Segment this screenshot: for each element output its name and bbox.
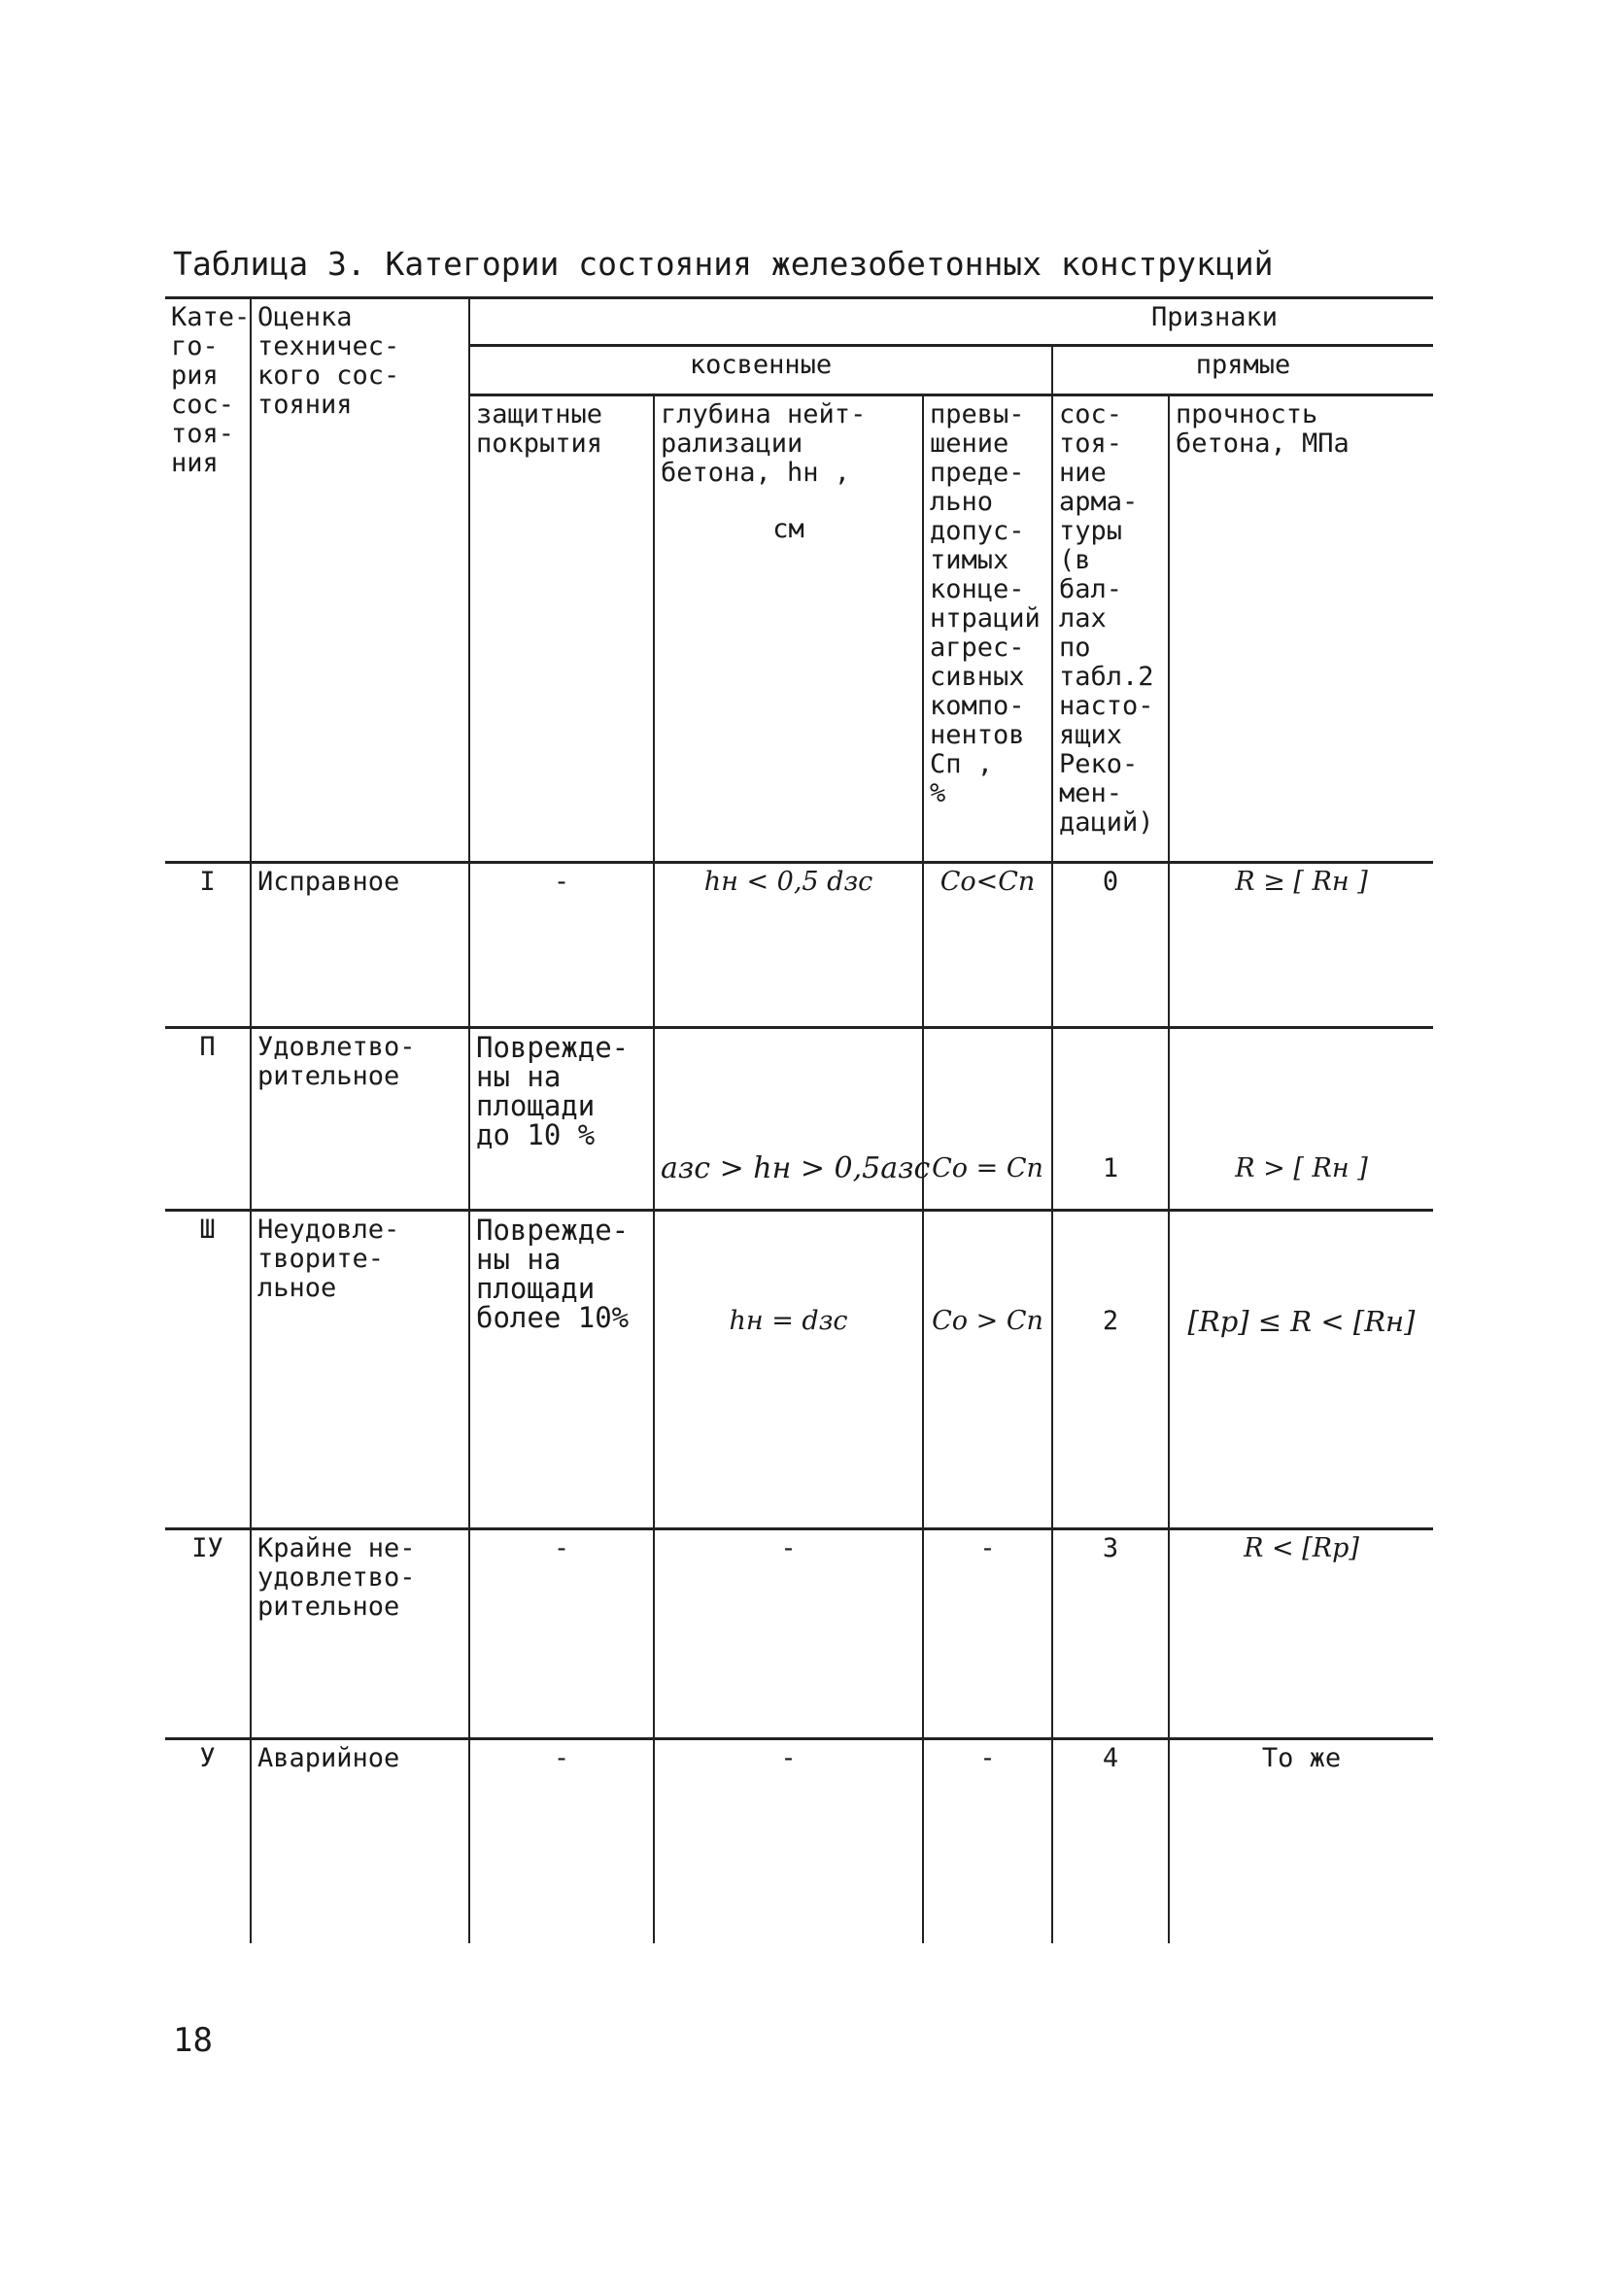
row-reinforcement: 3 xyxy=(1052,1529,1169,1739)
row-strength: R ≥ [ Rн ] xyxy=(1169,863,1433,1028)
row-assessment: Удовлетво- рительное xyxy=(251,1028,469,1211)
row-reinforcement: 0 xyxy=(1052,863,1169,1028)
header-signs: Признаки xyxy=(469,298,1433,346)
table-title: Таблица 3. Категории состояния железобетонных конструкций xyxy=(173,245,1274,283)
header-excess: превы- шение преде- льно допус- тимых конце- нтраций агрес- сивных компо- нентов Сп , % xyxy=(923,395,1052,863)
header-protective: защитные покрытия xyxy=(469,395,654,863)
conditions-table xyxy=(165,296,1433,1943)
row-reinforcement: 4 xyxy=(1052,1739,1169,1943)
header-strength: прочность бетона, МПа xyxy=(1169,395,1433,863)
row-depth: aзс > hн > 0,5aзс xyxy=(654,1028,923,1211)
page-number: 18 xyxy=(173,2021,213,2060)
row-protective: - xyxy=(469,863,654,1028)
header-reinforcement: сос- тоя- ние арма- туры (в бал- лах по табл.2 насто- ящих Реко- мен- даций) xyxy=(1052,395,1169,863)
row-protective: Поврежде- ны на площади более 10% xyxy=(469,1211,654,1529)
header-assessment: Оценка техничес- кого сос- тояния xyxy=(251,298,469,863)
row-reinforcement: 2 xyxy=(1052,1211,1169,1529)
header-depth: глубина нейт- рализации бетона, hн , xyxy=(661,399,867,488)
row-strength: [Rр] ≤ R < [Rн] xyxy=(1169,1211,1433,1529)
row-strength: R > [ Rн ] xyxy=(1169,1028,1433,1211)
row-assessment: Неудовле- творите- льное xyxy=(251,1211,469,1529)
row-depth: hн < 0,5 dзс xyxy=(654,863,923,1028)
table-row xyxy=(165,1529,1433,1739)
header-depth-cell xyxy=(654,395,923,863)
table-row xyxy=(165,1028,1433,1211)
row-excess: Cо > Cп xyxy=(923,1211,1052,1529)
row-category: Ш xyxy=(165,1211,251,1529)
row-category: IУ xyxy=(165,1529,251,1739)
row-depth: - xyxy=(654,1739,923,1943)
row-assessment: Крайне не- удовлетво- рительное xyxy=(251,1529,469,1739)
row-assessment: Исправное xyxy=(251,863,469,1028)
row-protective: Поврежде- ны на площади до 10 % xyxy=(469,1028,654,1211)
row-excess: - xyxy=(923,1529,1052,1739)
row-excess: Cо = Cп xyxy=(923,1028,1052,1211)
row-protective: - xyxy=(469,1739,654,1943)
table-row xyxy=(165,863,1433,1028)
row-assessment: Аварийное xyxy=(251,1739,469,1943)
row-excess: Cо<Cп xyxy=(923,863,1052,1028)
row-depth: - xyxy=(654,1529,923,1739)
row-category: У xyxy=(165,1739,251,1943)
row-category: I xyxy=(165,863,251,1028)
header-row-1 xyxy=(165,298,1433,346)
table-row xyxy=(165,1211,1433,1529)
header-category: Кате- го- рия сос- тоя- ния xyxy=(165,298,251,863)
table-row xyxy=(165,1739,1433,1943)
row-excess: - xyxy=(923,1739,1052,1943)
row-category: П xyxy=(165,1028,251,1211)
header-depth-unit: см xyxy=(772,514,804,544)
header-indirect: косвенные xyxy=(469,346,1052,395)
row-strength: R < [Rр] xyxy=(1169,1529,1433,1739)
row-protective: - xyxy=(469,1529,654,1739)
row-depth: hн = dзс xyxy=(654,1211,923,1529)
row-reinforcement: 1 xyxy=(1052,1028,1169,1211)
row-strength: То же xyxy=(1169,1739,1433,1943)
header-direct: прямые xyxy=(1052,346,1433,395)
